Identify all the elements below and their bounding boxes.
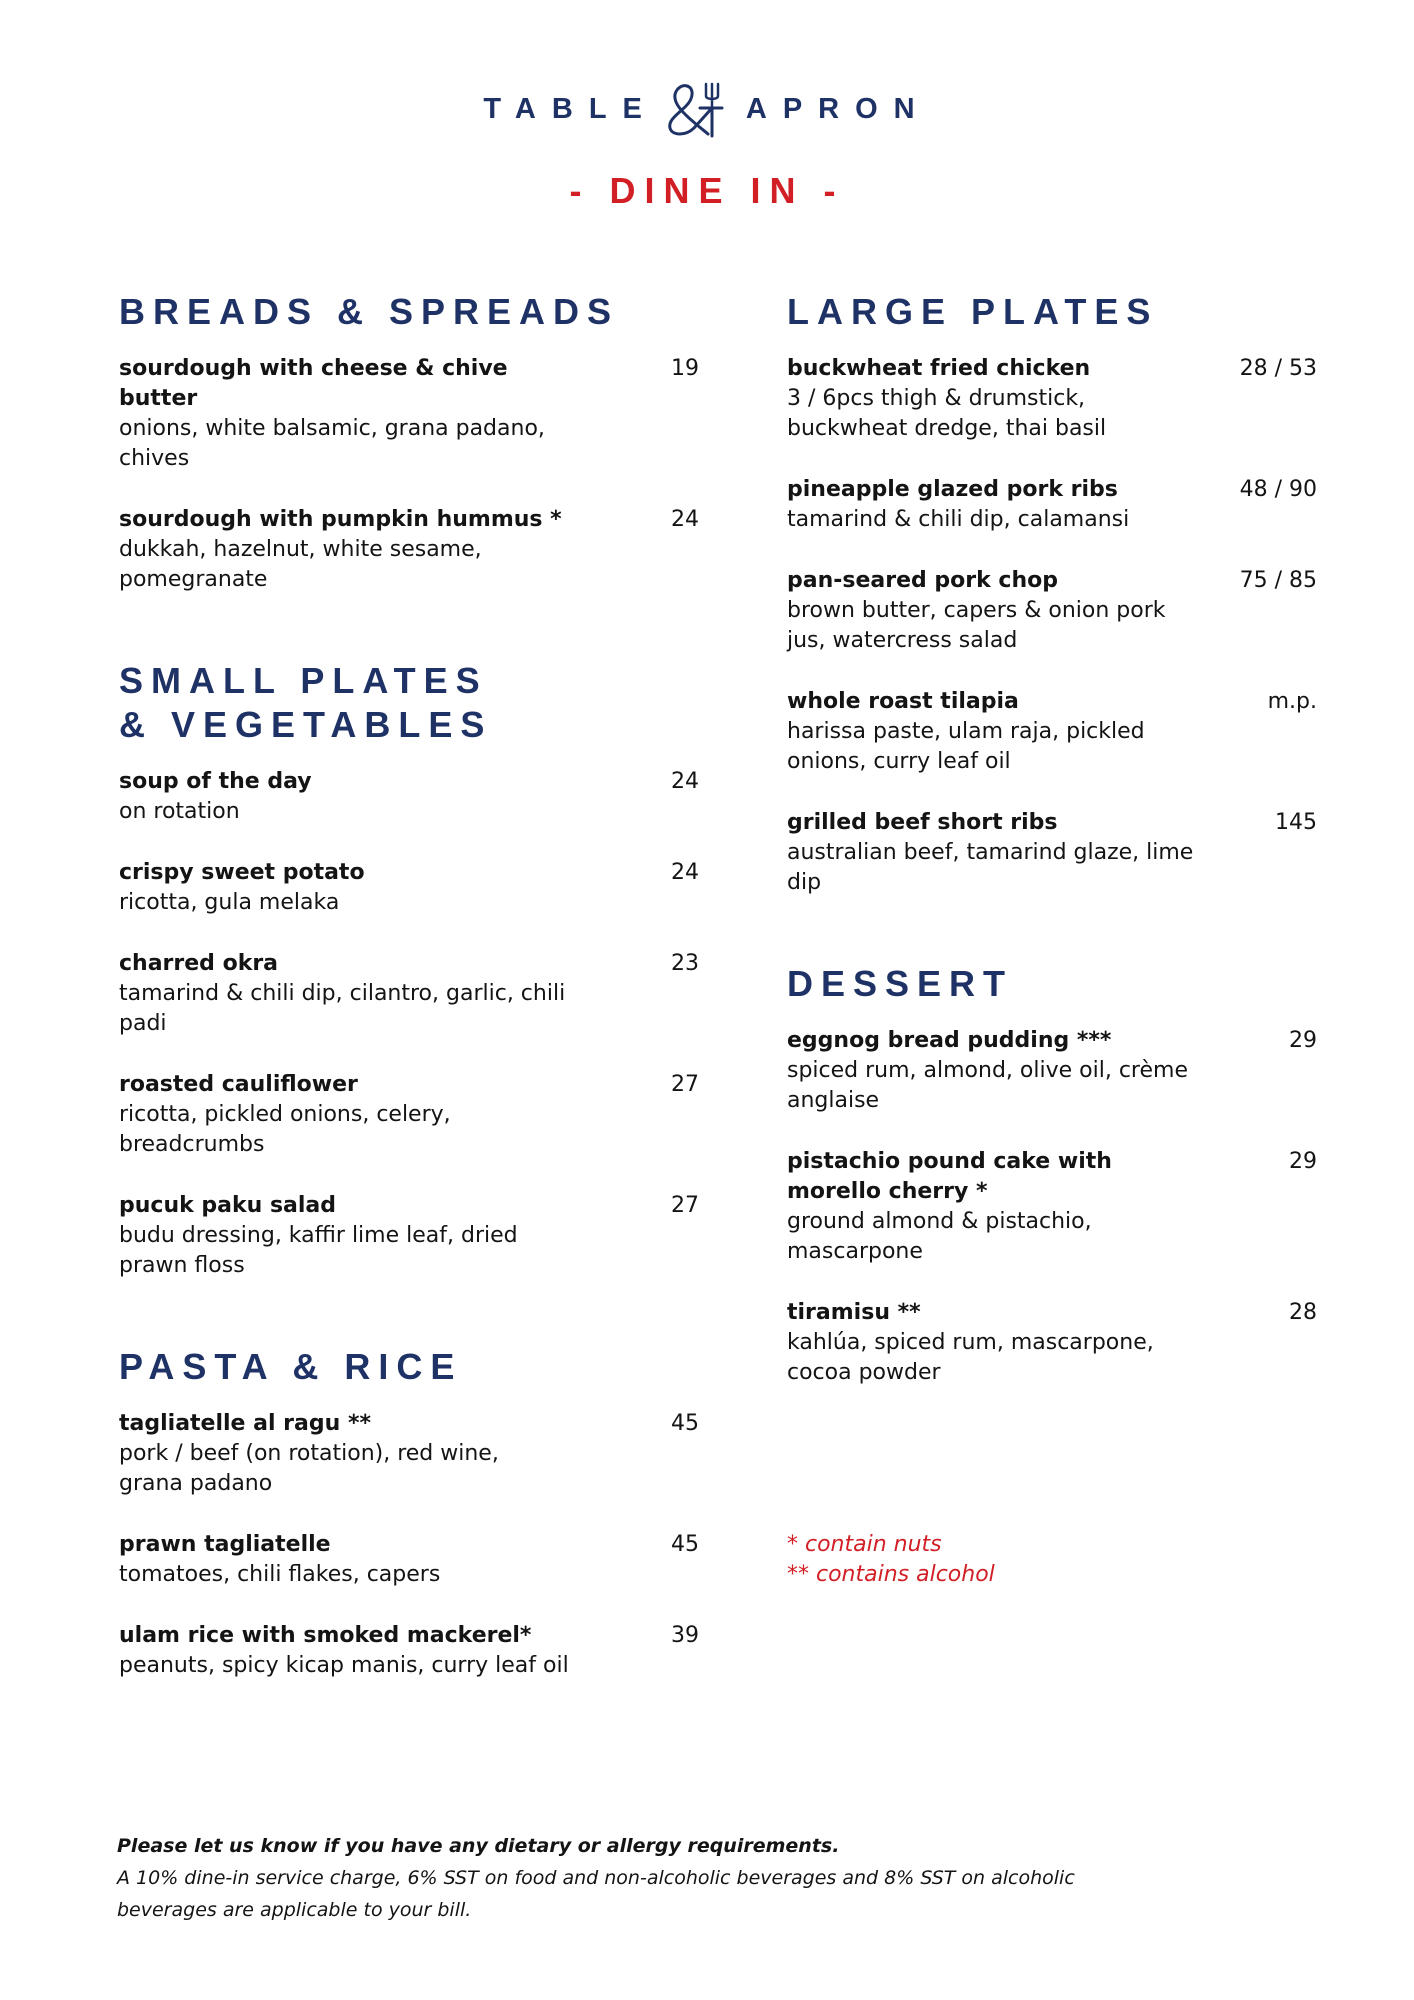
menu-item: [787, 1298, 1317, 1388]
item-price: 28 / 53: [1239, 356, 1317, 381]
menu-subtitle: - DINE IN -: [569, 170, 845, 211]
menu-item: [787, 475, 1317, 535]
item-price: 48 / 90: [1239, 477, 1317, 502]
item-name: prawn tagliatelle: [119, 1532, 331, 1557]
section-pasta-rice: [119, 1345, 699, 1681]
item-name: pucuk paku salad: [119, 1193, 337, 1218]
item-description: spiced rum, almond, olive oil, crème anglaise: [787, 1058, 1188, 1113]
section-large-plates: [787, 290, 1317, 898]
menu-item: [787, 808, 1317, 898]
item-description: tamarind & chili dip, calamansi: [787, 507, 1130, 532]
item-description: ground almond & pistachio, mascarpone: [787, 1209, 1092, 1264]
item-description: brown butter, capers & onion pork jus, watercress salad: [787, 598, 1166, 653]
item-description: tamarind & chili dip, cilantro, garlic, chili padi: [119, 981, 566, 1036]
section-title: DESSERT: [787, 963, 1014, 1004]
item-name: whole roast tilapia: [787, 689, 1019, 714]
item-name: eggnog bread pudding ***: [787, 1028, 1112, 1053]
menu-item: [119, 767, 699, 827]
item-price: m.p.: [1267, 689, 1317, 714]
item-description: ricotta, pickled onions, celery, breadcrumbs: [119, 1102, 451, 1157]
item-name: roasted cauliflower: [119, 1072, 358, 1097]
section-title: PASTA & RICE: [119, 1346, 463, 1387]
section-title-line: SMALL PLATES: [119, 660, 488, 701]
item-name: soup of the day: [119, 769, 312, 794]
menu-item: [119, 858, 699, 918]
menu-item: [787, 354, 1317, 444]
item-name: pan-seared pork chop: [787, 568, 1058, 593]
item-price: 19: [671, 356, 699, 381]
item-price: 39: [671, 1623, 699, 1648]
menu-item: [119, 1070, 699, 1160]
item-name: pineapple glazed pork ribs: [787, 477, 1118, 502]
footer-notice: [117, 1830, 1297, 1926]
menu-item: [119, 1191, 699, 1281]
item-description: 3 / 6pcs thigh & drumstick, buckwheat dredge, thai basil: [787, 386, 1107, 441]
menu-item: [787, 1026, 1317, 1116]
item-description: australian beef, tamarind glaze, lime dip: [787, 840, 1194, 895]
brand-logo: [483, 78, 930, 140]
item-name: crispy sweet potato: [119, 860, 365, 885]
item-description: onions, white balsamic, grana padano, chives: [119, 416, 545, 471]
brand-name-left: TABLE: [483, 92, 658, 125]
menu-item: [119, 1530, 699, 1590]
item-price: 23: [671, 951, 699, 976]
ampersand-fork-icon: [662, 78, 728, 140]
menu-item: [119, 505, 699, 595]
item-description: pork / beef (on rotation), red wine, grana padano: [119, 1441, 499, 1496]
menu-item: [119, 949, 699, 1039]
item-description: peanuts, spicy kicap manis, curry leaf oil: [119, 1653, 569, 1678]
item-description: dukkah, hazelnut, white sesame, pomegranate: [119, 537, 482, 592]
item-name: ulam rice with smoked mackerel*: [119, 1623, 532, 1648]
item-description: kahlúa, spiced rum, mascarpone, cocoa powder: [787, 1330, 1154, 1385]
section-title-line: & VEGETABLES: [119, 704, 493, 745]
item-price: 45: [671, 1411, 699, 1436]
menu-item: [787, 566, 1317, 656]
menu-item: [787, 687, 1317, 777]
item-name: charred okra: [119, 951, 279, 976]
item-name: tiramisu **: [787, 1300, 921, 1325]
menu-item: [787, 1147, 1317, 1267]
menu-item: [119, 354, 699, 474]
note-nuts: * contain nuts: [787, 1532, 942, 1557]
section-small-plates: [119, 659, 699, 1281]
item-price: 29: [1289, 1028, 1317, 1053]
section-title: BREADS & SPREADS: [119, 291, 620, 332]
allergen-notes: [787, 1530, 995, 1590]
note-alcohol: ** contains alcohol: [787, 1562, 995, 1587]
charges-notice-line: A 10% dine-in service charge, 6% SST on food and non-alcoholic beverages and 8% SST on alcoholic: [117, 1867, 1075, 1889]
section-title: LARGE PLATES: [787, 291, 1159, 332]
item-price: 75 / 85: [1239, 568, 1317, 593]
item-description: harissa paste, ulam raja, pickled onions, curry leaf oil: [787, 719, 1145, 774]
left-column: [119, 290, 699, 1745]
dietary-notice: Please let us know if you have any dietary or allergy requirements.: [117, 1835, 840, 1857]
item-price: 29: [1289, 1149, 1317, 1174]
item-description: on rotation: [119, 799, 240, 824]
item-name: tagliatelle al ragu **: [119, 1411, 371, 1436]
item-price: 24: [671, 507, 699, 532]
item-name: grilled beef short ribs: [787, 810, 1058, 835]
menu-header: [0, 78, 1414, 212]
item-name: sourdough with cheese & chive butter: [119, 356, 508, 411]
section-breads-spreads: [119, 290, 699, 595]
item-price: 45: [671, 1532, 699, 1557]
section-dessert: [787, 962, 1317, 1388]
item-name: pistachio pound cake with morello cherry *: [787, 1149, 1112, 1204]
item-price: 24: [671, 769, 699, 794]
item-name: buckwheat fried chicken: [787, 356, 1091, 381]
item-name: sourdough with pumpkin hummus *: [119, 507, 562, 532]
item-description: tomatoes, chili flakes, capers: [119, 1562, 441, 1587]
item-description: budu dressing, kaffir lime leaf, dried prawn floss: [119, 1223, 518, 1278]
section-title: [119, 659, 699, 747]
menu-item: [119, 1409, 699, 1499]
item-price: 27: [671, 1072, 699, 1097]
item-price: 27: [671, 1193, 699, 1218]
right-column: [787, 290, 1317, 1452]
item-price: 28: [1289, 1300, 1317, 1325]
item-description: ricotta, gula melaka: [119, 890, 340, 915]
charges-notice-line: beverages are applicable to your bill.: [117, 1899, 472, 1921]
item-price: 145: [1275, 810, 1317, 835]
menu-item: [119, 1621, 699, 1681]
item-price: 24: [671, 860, 699, 885]
brand-name-right: APRON: [745, 92, 931, 125]
